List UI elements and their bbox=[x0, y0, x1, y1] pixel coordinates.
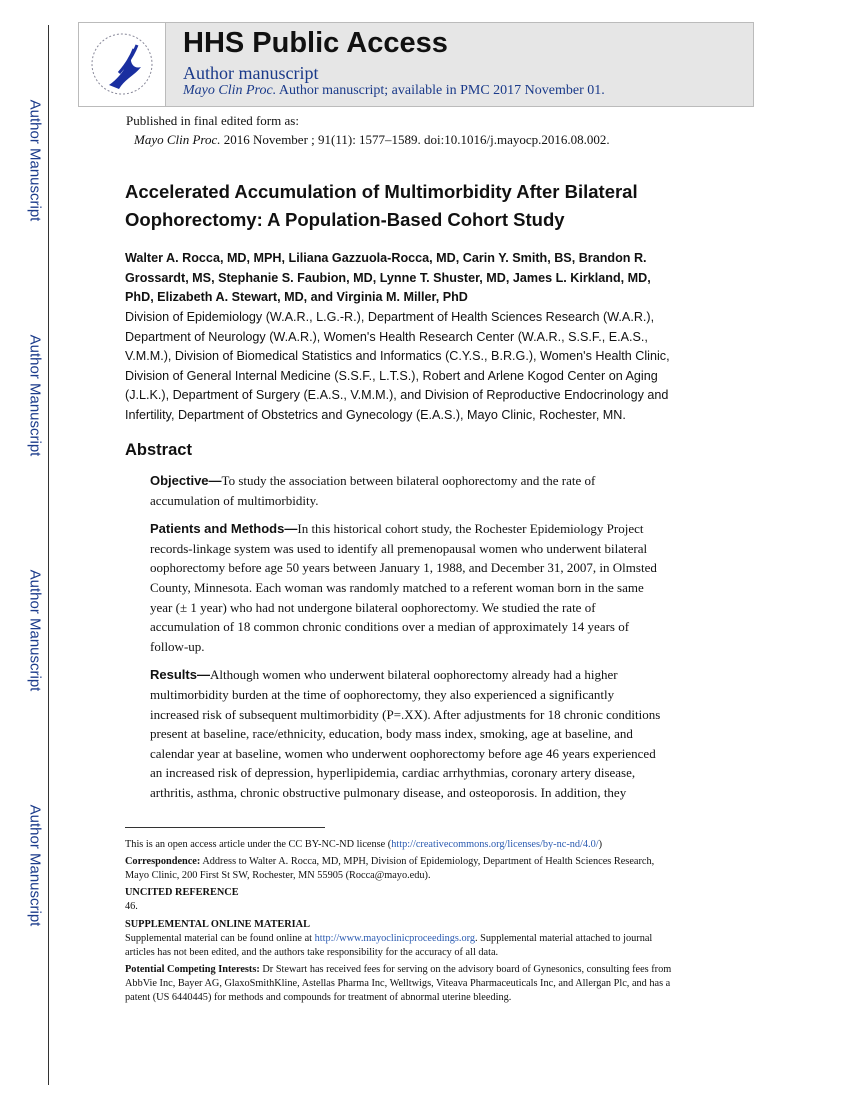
abstract-line: increased risk of subsequent multimorbidity (P=.XX). After adjustments for 18 chronic conditions bbox=[150, 706, 661, 722]
affiliation-line: V.M.M.), Division of Biomedical Statistics and Informatics (C.Y.S., B.R.G.), Women's Health Clinic, bbox=[125, 349, 670, 363]
abstract-line: accumulation of multimorbidity. bbox=[150, 492, 319, 508]
authors: Walter A. Rocca, MD, MPH, Liliana Gazzuola-Rocca, MD, Carin Y. Smith, BS, Brandon R. Grossardt, MS, Stephanie S. Faubion, MD, Lynne T. Shuster, MD, James L. Kirkland, MD, PhD, Elizabeth A. Stewart, MD, and Virginia M. Miller, PhD bbox=[125, 251, 651, 304]
abstract-line: In this historical cohort study, the Rochester Epidemiology Project bbox=[297, 521, 644, 537]
affiliation-line: Department of Neurology (W.A.R.), Women's Health Research Center (W.A.R., S.S.F., E.A.S., bbox=[125, 329, 648, 344]
abstract-heading: Abstract bbox=[125, 441, 192, 459]
abstract-line: To study the association between bilateral oophorectomy and the rate of bbox=[221, 473, 596, 488]
abstract-paragraph bbox=[150, 471, 660, 510]
abstract-paragraph bbox=[150, 665, 660, 802]
header-availability: Mayo Clin Proc. Author manuscript; available in PMC 2017 November 01. bbox=[183, 83, 605, 98]
abstract-line: Although women who underwent bilateral oophorectomy already had a higher bbox=[209, 667, 618, 683]
correspondence: Correspondence: Address to Walter A. Rocca, MD, MPH, Division of Epidemiology, Department of Health Sciences Research, Mayo Clinic, 200 First St SW, Rochester, MN 55905 (Rocca@mayo.edu). bbox=[125, 856, 655, 881]
footnotes bbox=[125, 838, 671, 1008]
paragraph-lead: Results— bbox=[150, 667, 210, 683]
side-label: Author Manuscript bbox=[26, 569, 44, 691]
abstract-line: accumulation of 18 common chronic conditions over a median of approximately 14 years of bbox=[150, 619, 630, 635]
abstract-body bbox=[150, 471, 660, 812]
supplemental-link[interactable]: http://www.mayoclinicproceedings.org bbox=[314, 933, 476, 944]
eagle-icon bbox=[79, 23, 165, 106]
affiliations bbox=[125, 308, 670, 425]
abstract-line: calendar year at baseline, women who underwent oophorectomy before age 46 years experienced bbox=[150, 745, 656, 761]
abstract-paragraph bbox=[150, 519, 660, 656]
abstract-line: multimorbidity burden at the time of oophorectomy, they also experienced a significantly bbox=[150, 686, 615, 702]
divider bbox=[48, 25, 49, 1085]
abstract-line: follow-up. bbox=[150, 638, 205, 654]
abstract-line: present at baseline, race/ethnicity, education, body mass index, smoking, age at baseline, and bbox=[150, 726, 633, 742]
hhs-header bbox=[78, 22, 754, 107]
side-label: Author Manuscript bbox=[26, 804, 44, 926]
affiliation-line: Division of Epidemiology (W.A.R., L.G.-R.), Department of Health Sciences Research (W.A.R.), bbox=[125, 310, 655, 324]
abstract-line: records-linkage system was used to identify all premenopausal women who underwent bilateral bbox=[150, 540, 648, 556]
abstract-line: an increased risk of depression, hyperlipidemia, cardiac arrhythmias, coronary artery disease, bbox=[150, 765, 636, 781]
uncited-reference: UNCITED REFERENCE 46. bbox=[125, 887, 239, 912]
abstract-line: arthritis, asthma, chronic obstructive pulmonary disease, and osteoporosis. In addition, they bbox=[150, 784, 627, 800]
paragraph-lead: Objective— bbox=[150, 473, 222, 488]
published-info: Published in final edited form as: Mayo Clin Proc. 2016 November ; 91(11): 1577–1589. doi:10.1016/j.mayocp.2016.08.002. bbox=[126, 113, 610, 147]
side-label: Author Manuscript bbox=[26, 334, 44, 456]
competing-interests: Potential Competing Interests: Dr Stewart has received fees for serving on the advisory board of Gynesonics, consulting fees from AbbVie Inc, Bayer AG, GlaxoSmithKline, Astellas Pharma Inc, Welltwigs, Viteava Pharmaceuticals Inc, and Allergan Plc, and has a patent (US 6440445) for methods and compounds for treatment of abnormal uterine bleeding. bbox=[125, 964, 672, 1003]
abstract-line: year (± 1 year) who had not undergone bilateral oophorectomy. We studied the rate of bbox=[150, 599, 596, 615]
abstract-line: County, Minnesota. Each woman was randomly matched to a referent woman born in the same bbox=[150, 579, 644, 595]
header-title: HHS Public Access bbox=[183, 27, 448, 59]
article-title: Accelerated Accumulation of Multimorbidity After Bilateral Oophorectomy: A Population-Based Cohort Study bbox=[125, 181, 638, 230]
license-note: This is an open access article under the CC BY-NC-ND license (http://creativecommons.org/licenses/by-nc-nd/4.0/) bbox=[125, 839, 603, 850]
license-link[interactable]: http://creativecommons.org/licenses/by-nc-nd/4.0/ bbox=[391, 839, 599, 850]
affiliation-line: Infertility, Department of Obstetrics and Gynecology (E.A.S.), Mayo Clinic, Rochester, MN. bbox=[125, 407, 626, 422]
affiliation-line: Division of General Internal Medicine (S.S.F., L.T.S.), Robert and Arlene Kogod Center on Aging bbox=[125, 368, 658, 383]
abstract-line: oophorectomy before age 50 years between January 1, 1988, and December 31, 2007, in Olmsted bbox=[150, 560, 657, 576]
header-subtitle: Author manuscript bbox=[183, 63, 319, 83]
paragraph-lead: Patients and Methods— bbox=[150, 521, 298, 537]
affiliation-line: (J.L.K.), Department of Surgery (E.A.S., V.M.M.), and Division of Reproductive Endocrinology and bbox=[125, 388, 669, 402]
side-label: Author Manuscript bbox=[26, 99, 44, 221]
hhs-logo bbox=[79, 23, 166, 106]
footnote-divider bbox=[125, 827, 325, 828]
supplemental-material: SUPPLEMENTAL ONLINE MATERIAL Supplemental material can be found online at http://www.mayoclinicproceedings.org. Supplemental material attached to journal articles has not been edited, and the authors take responsibility for the accuracy of all data. bbox=[125, 919, 653, 958]
